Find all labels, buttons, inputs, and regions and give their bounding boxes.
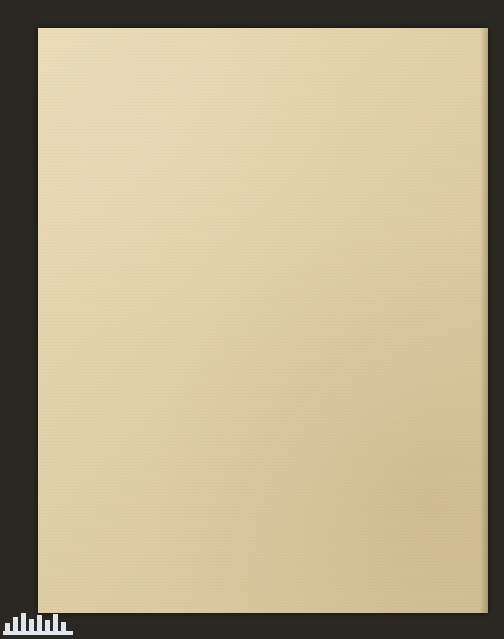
paragraph-item-14 (48, 527, 478, 572)
page-edge-shadow (480, 28, 488, 613)
library-building-icon (3, 609, 73, 635)
paragraph-item-7 (48, 225, 478, 275)
paragraph-intro (48, 43, 478, 69)
logo-base-bar (3, 631, 73, 635)
paragraph-item-9 (48, 319, 478, 346)
document-page (38, 28, 488, 613)
paragraph-item-6 (48, 198, 478, 224)
printed-text-column (48, 43, 478, 595)
paragraph-item-12 (48, 426, 478, 491)
paragraph-item-4 (48, 113, 478, 162)
paragraph-item-11 (48, 375, 478, 425)
paragraph-item-5 (48, 163, 478, 197)
paragraph-item-13 (48, 492, 478, 526)
paragraph-item-3 (48, 70, 478, 112)
paragraph-item-10 (48, 347, 478, 374)
paragraph-item-8 (48, 276, 478, 318)
